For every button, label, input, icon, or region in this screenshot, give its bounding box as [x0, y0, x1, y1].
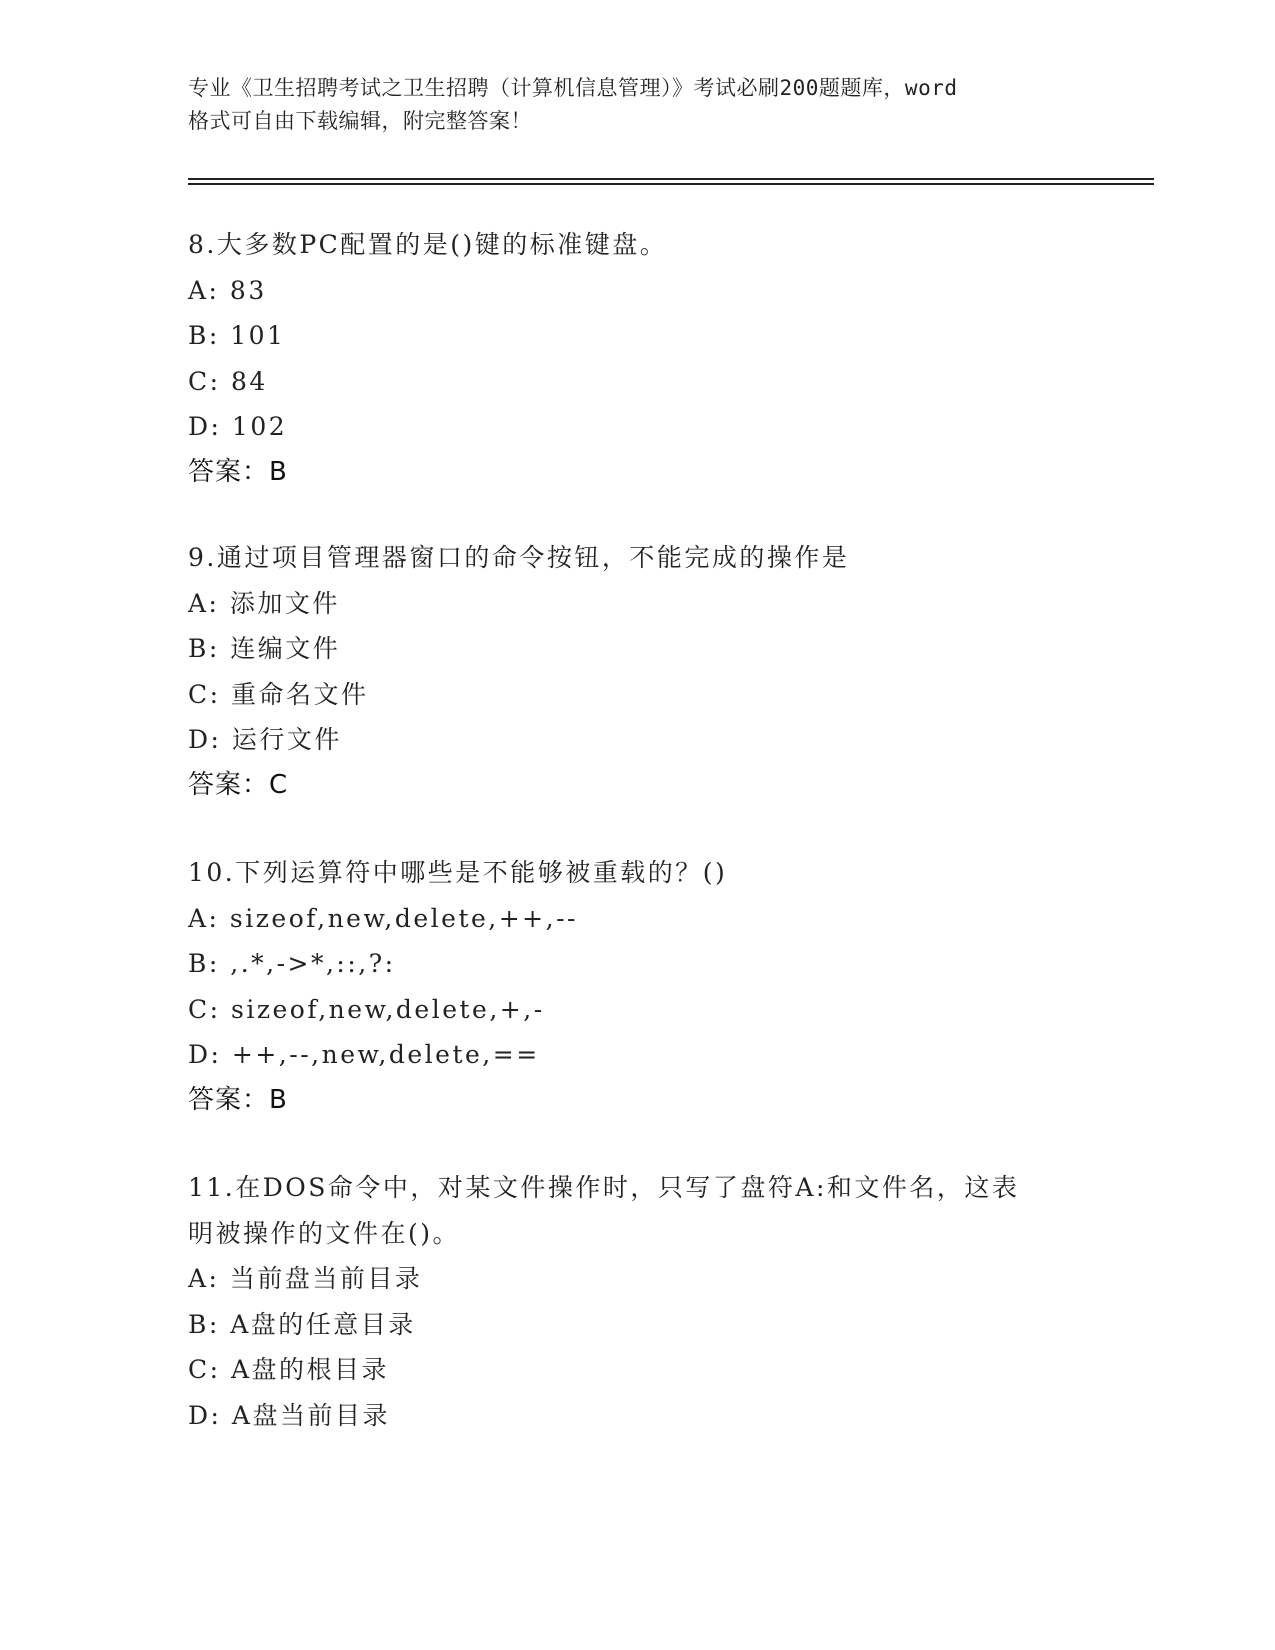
- option-a: A: 83: [188, 275, 267, 305]
- header-divider-bottom: [188, 183, 1154, 185]
- option-a: A: 添加文件: [188, 588, 340, 618]
- question-stem-line-2: 明被操作的文件在()。: [188, 1218, 461, 1248]
- option-d: D: A盘当前目录: [188, 1400, 390, 1430]
- question-9: [188, 535, 1088, 808]
- option-a: A: sizeof,new,delete,++,--: [188, 903, 578, 933]
- question-stem-line-1: 11.在DOS命令中，对某文件操作时，只写了盘符A:和文件名，这表: [188, 1173, 1020, 1202]
- question-stem: 9.通过项目管理器窗口的命令按钮，不能完成的操作是: [188, 543, 850, 572]
- answer-text: 答案：B: [188, 456, 288, 487]
- question-10: [188, 850, 1088, 1123]
- option-c: C: 重命名文件: [188, 679, 369, 709]
- option-b: B: A盘的任意目录: [188, 1309, 416, 1339]
- header-title-line-2: 格式可自由下载编辑，附完整答案！: [188, 109, 532, 133]
- option-c: C: 84: [188, 366, 268, 396]
- header-title-line-1: 专业《卫生招聘考试之卫生招聘（计算机信息管理）》考试必刷200题题库，word: [188, 76, 958, 100]
- option-b: B: ,.*,->*,::,?:: [188, 949, 396, 978]
- answer-text: 答案：B: [188, 1084, 288, 1115]
- answer-text: 答案：C: [188, 769, 289, 800]
- question-11: [188, 1165, 1088, 1438]
- option-c: C: sizeof,new,delete,+,-: [188, 994, 545, 1024]
- question-8: [188, 222, 1088, 495]
- option-d: D: 102: [188, 412, 288, 441]
- question-stem: 10.下列运算符中哪些是不能够被重载的？(): [188, 858, 728, 887]
- header-divider-top: [188, 178, 1154, 180]
- question-stem: 8.大多数PC配置的是()键的标准键盘。: [188, 230, 668, 259]
- option-d: D: ++,--,new,delete,==: [188, 1040, 540, 1069]
- option-b: B: 101: [188, 321, 286, 350]
- option-a: A: 当前盘当前目录: [188, 1264, 423, 1293]
- option-b: B: 连编文件: [188, 634, 341, 663]
- document-header: [188, 72, 1088, 138]
- option-c: C: A盘的根目录: [188, 1355, 390, 1384]
- option-d: D: 运行文件: [188, 725, 342, 754]
